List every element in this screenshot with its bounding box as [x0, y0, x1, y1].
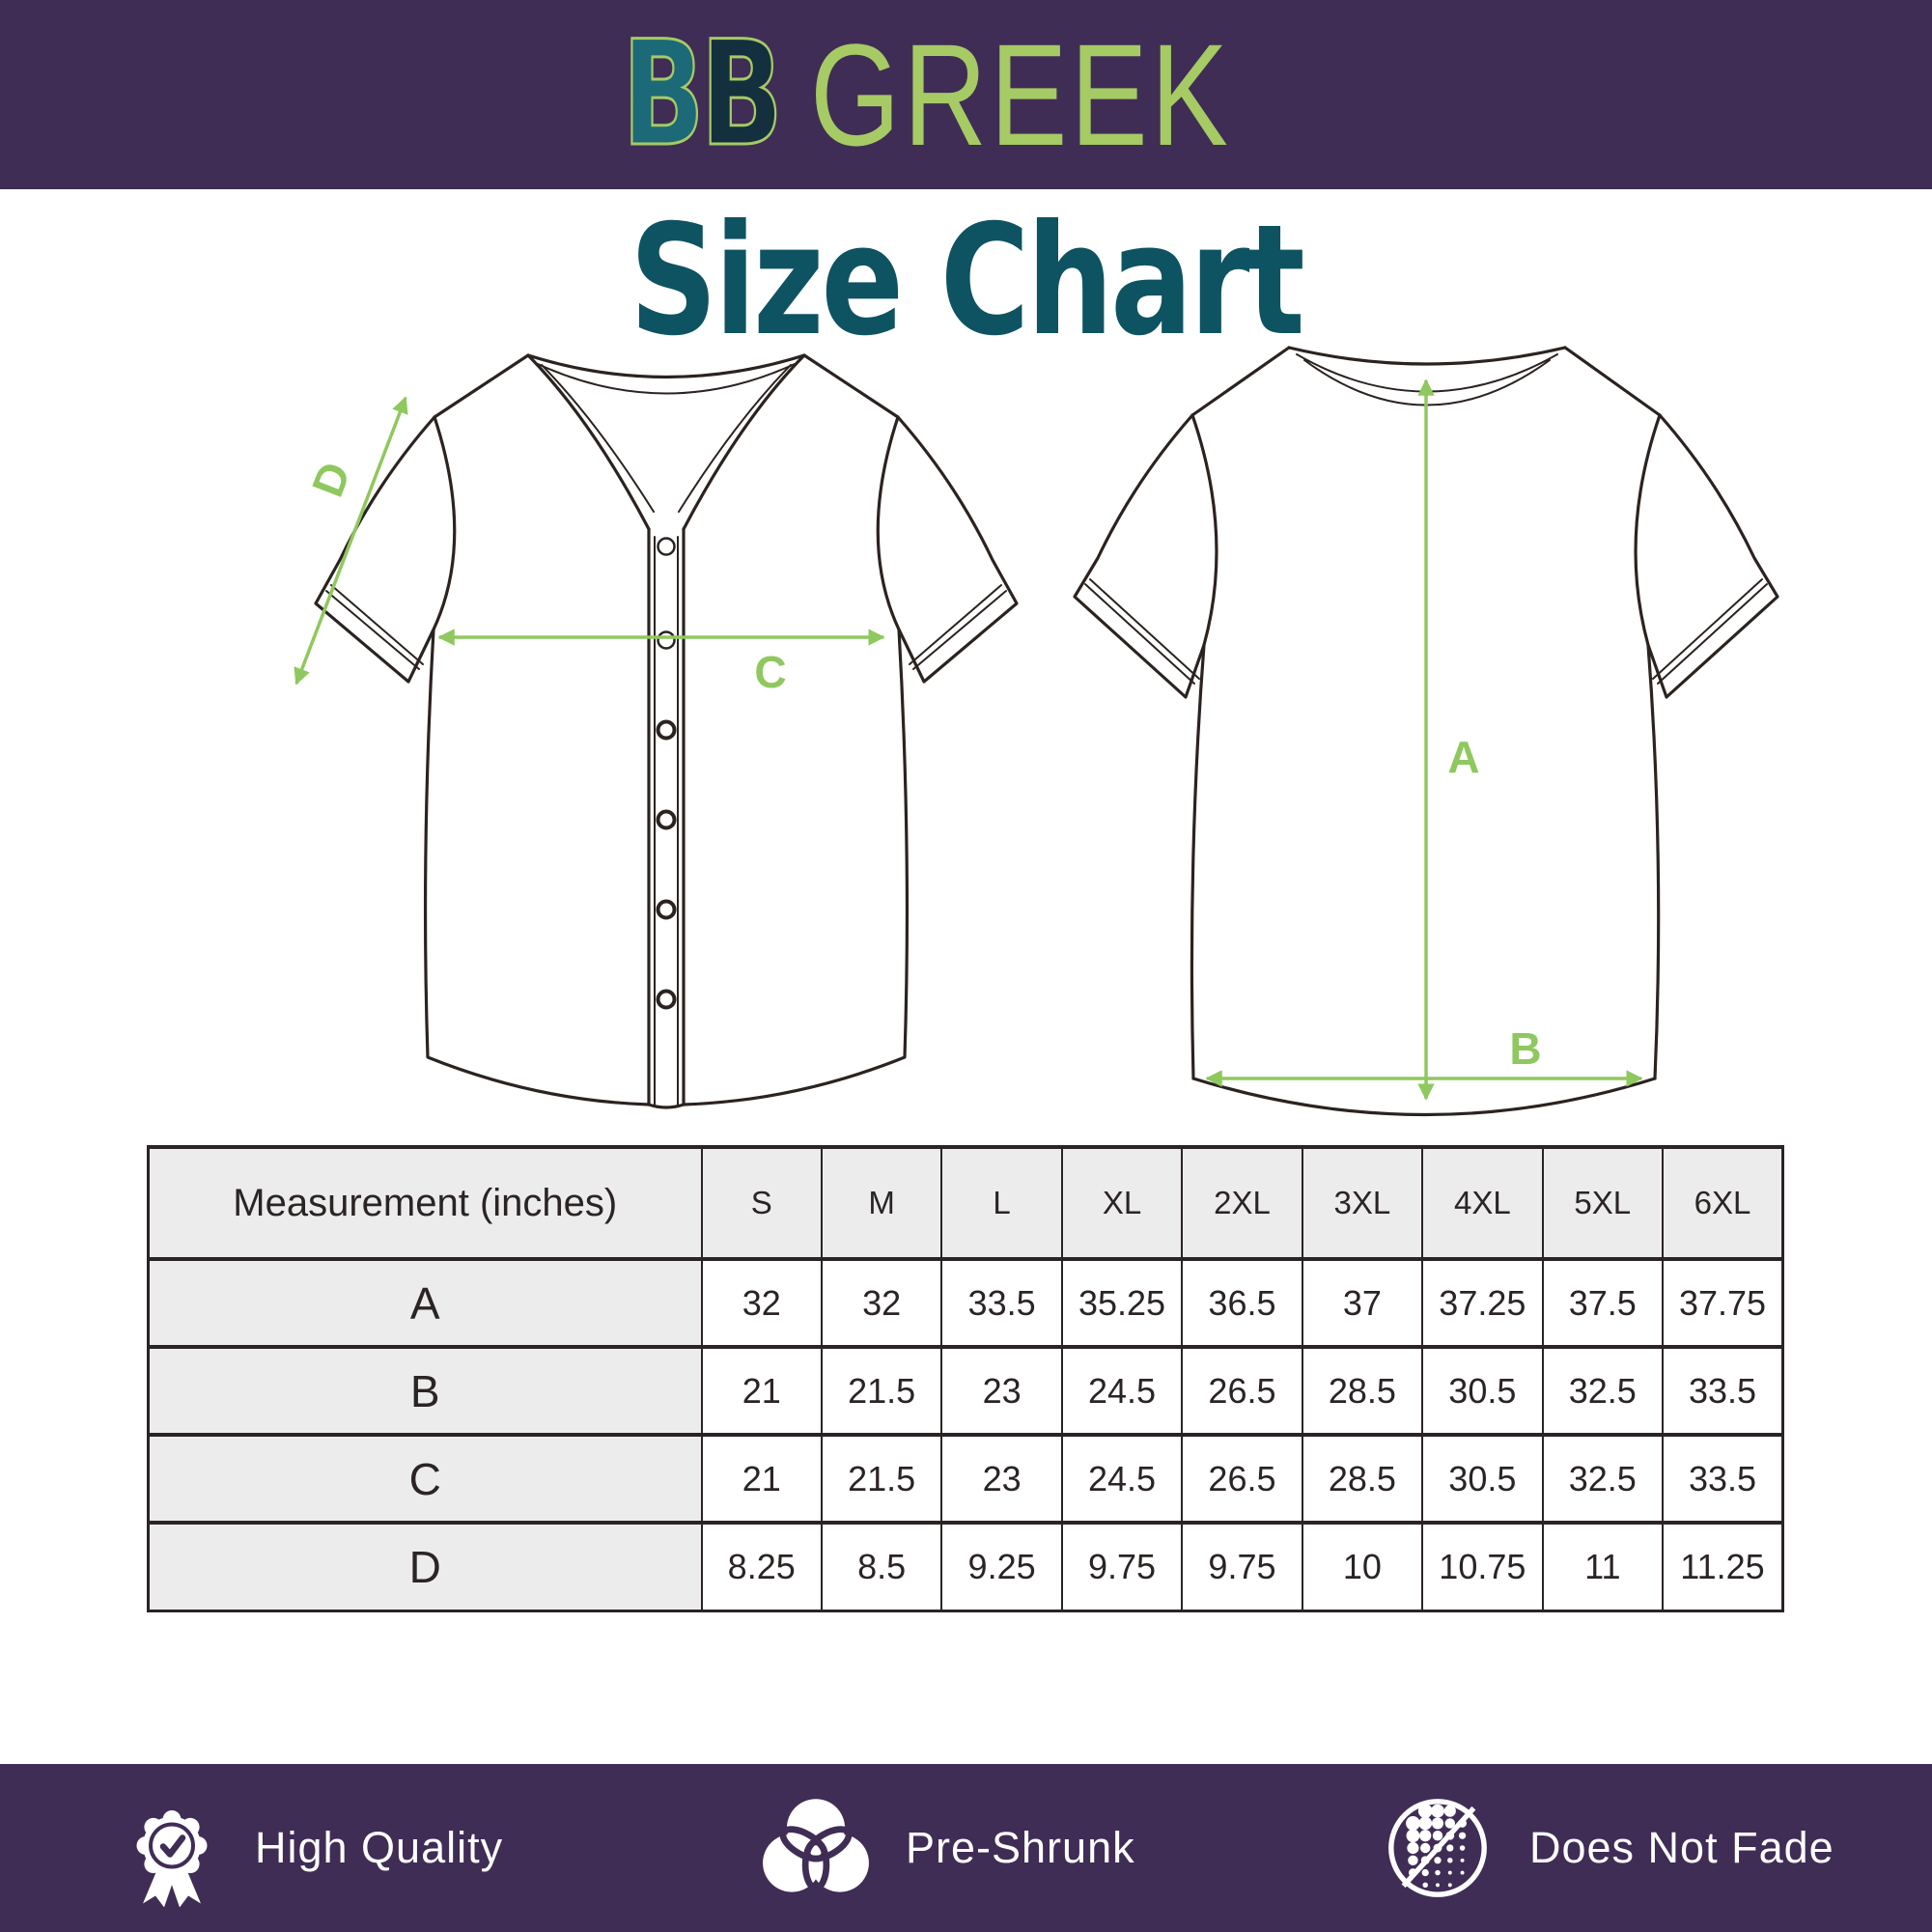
value-cell: 21.5: [822, 1435, 941, 1523]
label-b: B: [1509, 1023, 1542, 1074]
value-cell: 33.5: [1663, 1435, 1783, 1523]
preshrunk-trefoil-icon: [761, 1793, 871, 1903]
value-cell: 23: [941, 1347, 1061, 1435]
value-cell: 11: [1543, 1523, 1663, 1610]
award-badge-icon: [124, 1789, 220, 1907]
table-row: [149, 1347, 1783, 1435]
logo-b2: B: [699, 11, 779, 179]
value-cell: 32.5: [1543, 1435, 1663, 1523]
size-column-header: 2XL: [1182, 1147, 1302, 1259]
value-cell: 37: [1302, 1259, 1422, 1347]
feature-pre-shrunk: [761, 1764, 1135, 1932]
value-cell: 30.5: [1422, 1435, 1542, 1523]
label-d: D: [301, 455, 361, 504]
value-cell: 32: [702, 1259, 822, 1347]
value-cell: 23: [941, 1435, 1061, 1523]
label-c: C: [754, 647, 787, 697]
logo-b1: B: [621, 11, 700, 179]
table-row: [149, 1435, 1783, 1523]
value-cell: 8.5: [822, 1523, 941, 1610]
value-cell: 11.25: [1663, 1523, 1783, 1610]
arrow-d: [296, 398, 406, 684]
measurement-arrows: [296, 380, 1641, 1099]
value-cell: 24.5: [1062, 1347, 1182, 1435]
value-cell: 33.5: [941, 1259, 1061, 1347]
size-column-header: M: [822, 1147, 941, 1259]
value-cell: 33.5: [1663, 1347, 1783, 1435]
value-cell: 28.5: [1302, 1347, 1422, 1435]
table-row: [149, 1259, 1783, 1347]
row-label-cell: A: [149, 1259, 702, 1347]
value-cell: 9.75: [1062, 1523, 1182, 1610]
value-cell: 28.5: [1302, 1435, 1422, 1523]
no-fade-icon: [1381, 1791, 1495, 1905]
measurement-header-cell: Measurement (inches): [149, 1147, 702, 1259]
value-cell: 10: [1302, 1523, 1422, 1610]
size-table-inner: [147, 1145, 1784, 1612]
jersey-front-drawing: [316, 355, 1017, 1107]
value-cell: 35.25: [1062, 1259, 1182, 1347]
table-row: [149, 1523, 1783, 1610]
row-label-cell: B: [149, 1347, 702, 1435]
value-cell: 24.5: [1062, 1435, 1182, 1523]
size-column-header: S: [702, 1147, 822, 1259]
feature-does-not-fade: [1381, 1764, 1834, 1932]
feature-high-quality: [124, 1764, 503, 1932]
logo-wordmark: GREEK: [810, 14, 1232, 176]
value-cell: 9.75: [1182, 1523, 1302, 1610]
value-cell: 36.5: [1182, 1259, 1302, 1347]
row-label-cell: D: [149, 1523, 702, 1610]
size-table: [147, 1145, 1784, 1612]
value-cell: 32.5: [1543, 1347, 1663, 1435]
footer-bar: [0, 1764, 1932, 1932]
value-cell: 21.5: [822, 1347, 941, 1435]
value-cell: 9.25: [941, 1523, 1061, 1610]
page-title: Size Chart: [630, 192, 1302, 370]
value-cell: 32: [822, 1259, 941, 1347]
value-cell: 21: [702, 1347, 822, 1435]
table-header-row: [149, 1147, 1783, 1259]
value-cell: 10.75: [1422, 1523, 1542, 1610]
value-cell: 21: [702, 1435, 822, 1523]
value-cell: 8.25: [702, 1523, 822, 1610]
feature-label: High Quality: [255, 1823, 504, 1872]
size-table-body: [149, 1147, 1783, 1610]
size-column-header: L: [941, 1147, 1061, 1259]
feature-label: Pre-Shrunk: [906, 1823, 1135, 1872]
feature-label: Does Not Fade: [1529, 1823, 1834, 1872]
value-cell: 37.75: [1663, 1259, 1783, 1347]
size-column-header: 3XL: [1302, 1147, 1422, 1259]
value-cell: 37.5: [1543, 1259, 1663, 1347]
size-column-header: 4XL: [1422, 1147, 1542, 1259]
row-label-cell: C: [149, 1435, 702, 1523]
label-a: A: [1447, 732, 1480, 782]
size-column-header: 6XL: [1663, 1147, 1783, 1259]
size-column-header: XL: [1062, 1147, 1182, 1259]
value-cell: 26.5: [1182, 1347, 1302, 1435]
value-cell: 30.5: [1422, 1347, 1542, 1435]
value-cell: 26.5: [1182, 1435, 1302, 1523]
value-cell: 37.25: [1422, 1259, 1542, 1347]
size-column-header: 5XL: [1543, 1147, 1663, 1259]
